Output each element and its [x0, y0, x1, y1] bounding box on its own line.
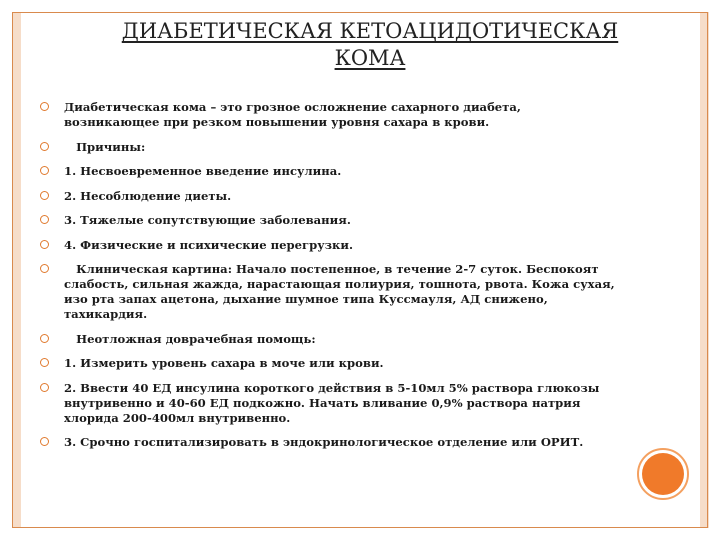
bullet-circle-icon	[40, 334, 49, 343]
bullet-circle-icon	[40, 358, 49, 367]
list-item	[40, 164, 620, 179]
bullet-circle-icon	[40, 264, 49, 273]
bullet-circle-icon	[40, 215, 49, 224]
list-item	[40, 213, 620, 228]
bullet-circle-icon	[40, 166, 49, 175]
list-item	[40, 356, 620, 371]
list-item-text: Неотложная доврачебная помощь:	[64, 331, 316, 346]
decorative-circle	[642, 453, 684, 495]
list-item	[40, 189, 620, 204]
list-item-text: Диабетическая кома – это грозное осложнение сахарного диабета, возникающее при резком повышении уровня сахара в крови.	[64, 100, 521, 129]
bullet-circle-icon	[40, 191, 49, 200]
list-item	[40, 435, 620, 450]
list-item	[40, 100, 620, 130]
list-item	[40, 332, 620, 347]
list-item-text: Причины:	[64, 139, 146, 154]
bullet-circle-icon	[40, 437, 49, 446]
list-item-text: 3. Срочно госпитализировать в эндокринологическое отделение или ОРИТ.	[64, 435, 584, 449]
list-item	[40, 381, 620, 426]
title-line-2: КОМА	[334, 46, 406, 70]
list-item-text: 2. Несоблюдение диеты.	[64, 188, 232, 203]
list-item-text: 2. Ввести 40 ЕД инсулина короткого действия в 5-10мл 5% раствора глюкозы внутривенно и 40-60 ЕД подкожно. Начать вливание 0,9% раствора натрия хлорида 200-400мл внутривенно.	[64, 380, 600, 425]
list-item	[40, 140, 620, 155]
bullet-list	[40, 100, 620, 460]
title-line-1: ДИАБЕТИЧЕСКАЯ КЕТОАЦИДОТИЧЕСКАЯ	[121, 19, 619, 43]
list-item-text: Клиническая картина: Начало постепенное, в течение 2-7 суток. Беспокоят слабость, сильная жажда, нарастающая полиурия, тошнота, рвота. Кожа сухая, изо рта запах ацетона, дыхание шумное типа Куссмауля, АД снижено, тахикардия.	[64, 262, 615, 321]
slide-title	[40, 18, 700, 72]
list-item-text: 1. Измерить уровень сахара в моче или крови.	[64, 356, 384, 370]
list-item-text: 1. Несвоевременное введение инсулина.	[64, 164, 342, 178]
bullet-circle-icon	[40, 142, 49, 151]
bullet-circle-icon	[40, 383, 49, 392]
list-item	[40, 238, 620, 253]
bullet-circle-icon	[40, 102, 49, 111]
list-item	[40, 262, 620, 322]
list-item-text: 4. Физические и психические перегрузки.	[64, 237, 354, 252]
bullet-circle-icon	[40, 240, 49, 249]
list-item-text: 3. Тяжелые сопутствующие заболевания.	[64, 213, 351, 227]
